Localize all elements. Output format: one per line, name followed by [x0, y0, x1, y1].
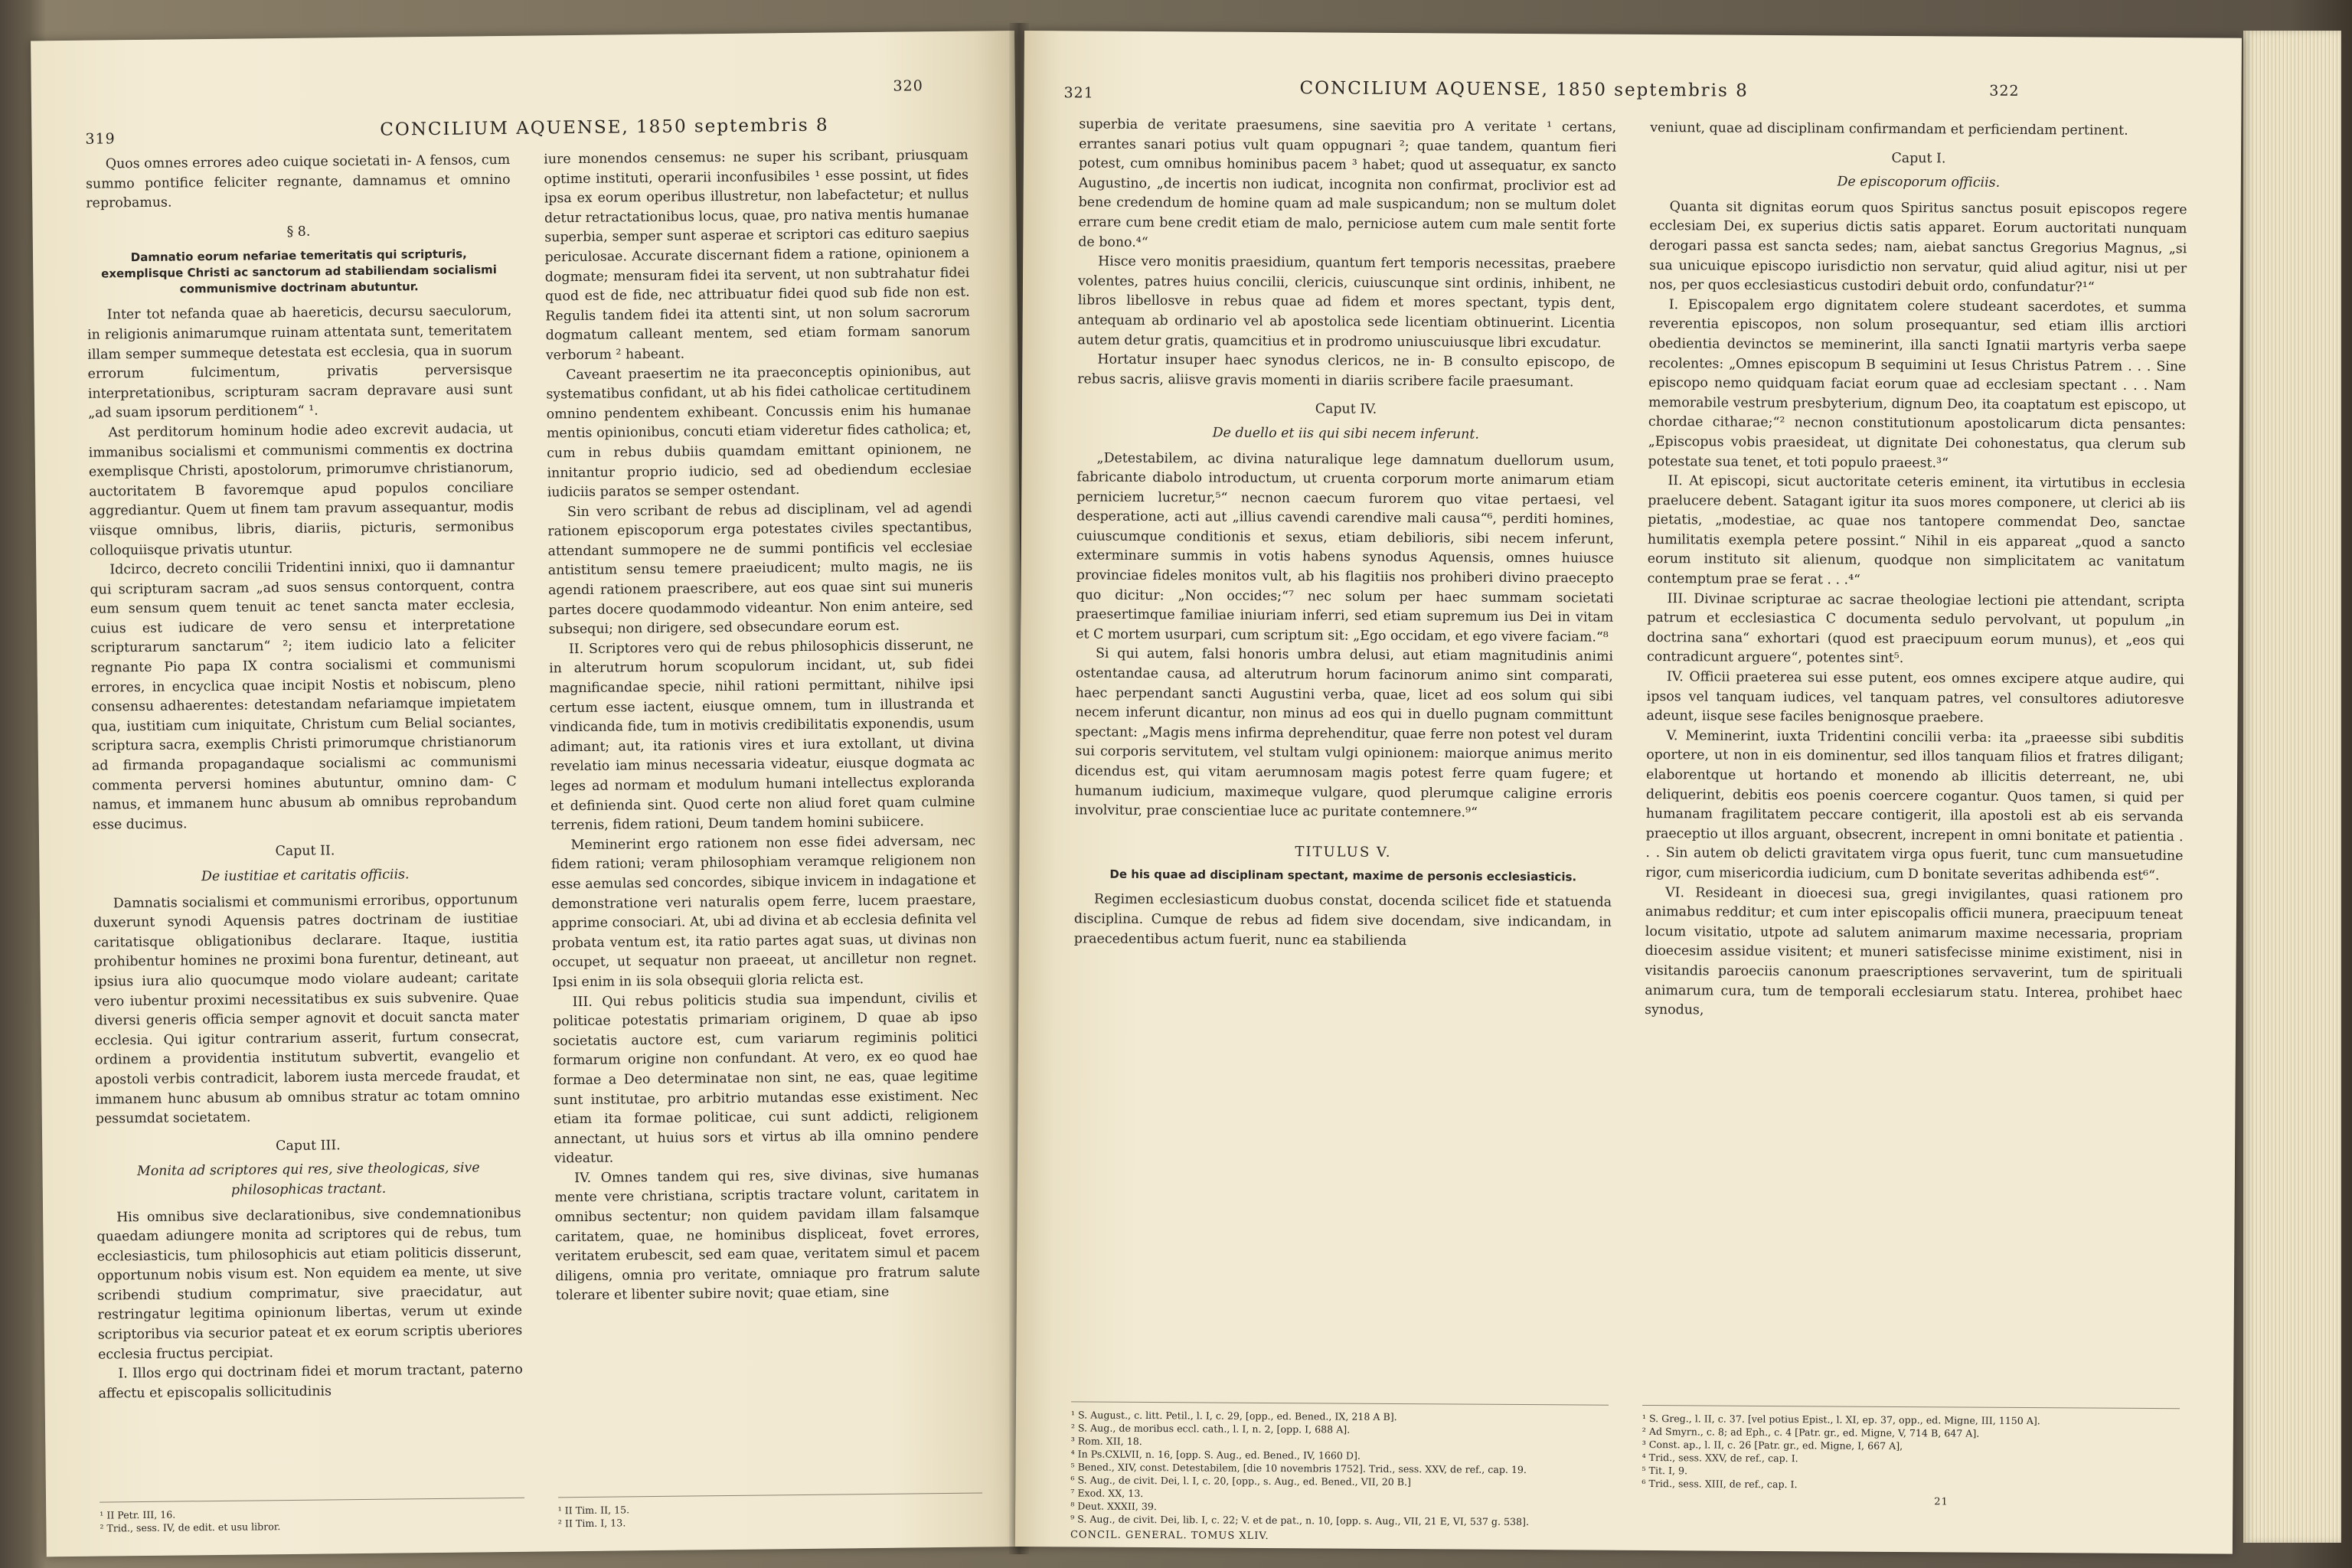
paragraph: I. Episcopalem ergo dignitatem colere studeant sacerdotes, et summa reverentia episcopos, non solum prosequantur, sed etiam illis arctiori obedientia devinctos se meminerint, illa sancti Ignatii martyris verba saepe recolentes: „Omnes episcopum B sequimini ut Iesus Christus Patrem . . . Sine episcopo nemo quidquam faciat eorum quae ad ecclesiam spectant . . . Nam memorabile vestrum presbyterium, dignum Deo, ita coaptatum est episcopo, ut chordae citharae;“² necnon constitutionum apostolicarum dicta pensantes: „Episcopus vobis praesideat, ut dignitate Dei cohonestatus, qua clerum sub potestate sua tenet, et toti populo praeest.³“ — [1648, 296, 2187, 471]
paragraph: superbia de veritate praesumens, sine saevitia pro A veritate ¹ certans, errantes sanari potius vult quam oppugnari ²; quae tandem, quantum fieri potest, cum omnibus hominibus pacem ³ habet; quod ut assequatur, ex sancto Augustino, „de incertis non iudicat, incognita non confirmat, proclivior est ad bene credendum de homine quam ad male suspicandum; non se multum dolet errare cum bene credit etiam de malo, perniciose autem cum male sentit forte de bono.⁴“ — [1078, 116, 1617, 250]
right-column-2 — [1642, 119, 2188, 1462]
paragraph: veniunt, quae ad disciplinam confirmandam et perficiendam pertinent. — [1650, 119, 2128, 139]
right-footnotes-col-1 — [1070, 1401, 1609, 1528]
section-summary: De his quae ad disciplinam spectant, maxime de personis ecclesiasticis. — [1109, 867, 1577, 884]
paragraph: Si qui autem, falsi honoris umbra delusi, aut etiam magnitudinis animi ostentandae causa, ad alterutrum horum facinorum animo sint comparati, haec perpendant sancti Augustini verba, quae, licet ad eos solum qui sibi necem inferunt dicantur, non minus ad eos qui in duello pugnam committunt spectant: „Magis mens infirma deprehenditur, quae ferre non potest vel duram sui corporis servitutem, vel stultam vulgi opinionem: maiorque animus merito dicendus est, qui vitam aerumnosam magis potest ferre quam fugere; et humanum iudicium, maximeque vulgare, quod plerumque caligine erroris involvitur, prae conscientiae luce ac puritate contemnere.⁹“ — [1074, 646, 1614, 821]
chapter-subtitle: De duello et iis qui sibi necem inferunt. — [1212, 425, 1479, 443]
paragraph: II. Scriptores vero qui de rebus philosophicis disserunt, ne in alterutrum horum scopulorum incidant, ut, sub fidei magnificandae specie, nihil rationi permittant, nihilve ipsi certum esse iactent, eiusque omnem, tum in illustranda et vindicanda fide, tum in motivis credibilitatis exponendis, usum adimant; aut, ita rationis vires et iura extollant, ut divina revelatio iam minus necessaria videatur, eiusque dogmata ac leges ad normam et modulum humani intellectus exploranda et definienda sint. Quod certe non aliud foret quam culmine terrenis, fidem rationi, Deum tandem homini subiicere. — [549, 637, 975, 834]
footnote: ⁵ Bened., XIV, const. Detestabilem, [die 10 novembris 1752]. Trid., sess. XXV, de ref., cap. 19. — [1070, 1461, 1527, 1476]
footnote: ¹ S. Greg., l. II, c. 37. [vel potius Epist., l. XI, ep. 37, opp., ed. Migne, III, 1150 A]. — [1642, 1412, 2040, 1427]
chapter-heading: Caput IV. — [1315, 401, 1377, 418]
left-footnotes-col-1 — [100, 1498, 524, 1535]
chapter-heading: Caput II. — [275, 843, 335, 860]
paragraph: „Detestabilem, ac divina naturalique lege damnatum duellorum usum, fabricante diabolo introductum, ut cruenta corporum morte animarum etiam perniciem lucretur,⁵“ necnon caecum furorem quo vitae pertaesi, vel desperatione, acti aut „illius cavendi carendive mali causa“⁶, perditi homines, cuiuscumque conditionis et sexus, etiam debilioris, sibi necem inferunt, exterminare summis in votis habens synodus Aquensis, omnes huiusce provinciae fideles monitos vult, ab his flagitiis nos prohiberi divino praecepto quo dicitur: „Non occides;“⁷ nec solum per haec summam societati praesertimque familiae iniuriam inferri, sed etiam supremum ius Dei in vitam et C mortem usurpari, cum scriptum sit: „Ego occidam, et ego vivere faciam.“⁸ — [1076, 450, 1615, 645]
title-heading: TITULUS V. — [1295, 843, 1392, 861]
footnote: ³ Rom. XII, 18. — [1070, 1435, 1142, 1447]
footnote: ⁷ Exod. XX, 13. — [1070, 1487, 1144, 1499]
footnote: ³ Const. ap., l. II, c. 26 [Patr. gr., ed. Migne, I, 667 A], — [1642, 1438, 1903, 1452]
right-folio: 322 — [1989, 82, 2020, 100]
paragraph: iure monendos censemus: ne super his scribant, priusquam optime instituti, operarii inconfusibiles ¹ esse possint, ut fides ipsa ex eorum operibus illustretur, non labefactetur; et nullus detur retractationibus locus, quae, pro nativa mentis humanae superbia, semper sunt asperae et scriptori cas edituro saepius periculosae. Accurate discernant fidem a ratione, opinionem a dogmate; mensuram fidei ita servent, ut non subtrahatur fidei quod est de fide, nec attribuatur fidei quod sub fide non est. Regulis tandem fidei ita attenti sint, ut non solum sacrorum dogmatum calleant mentem, sed etiam formam sanorum verborum ² habeant. — [544, 147, 971, 364]
paragraph: Inter tot nefanda quae ab haereticis, decursu saeculorum, in religionis animarumque ruinam attentata sunt, temeritatem illam semper summeque detestata est ecclesia, qua in suorum errorum fulcimentum, privatis perversisque interpretationibus, scripturam sacram depravare ausi sunt „ad suam ipsorum perditionem“ ¹. — [87, 303, 513, 422]
paragraph: Quos omnes errores adeo cuique societati in- A fensos, cum summo pontifice feliciter regnante, damnamus et omnino reprobamus. — [85, 152, 511, 211]
paragraph: Hisce vero monitis praesidium, quantum fert temporis necessitas, praebere volentes, patres huius concilii, clericis, cuiuscunque sint ordinis, inhibent, ne libros libellosve in rebus quae ad fidem et mores spectant, typis dent, antequam ab ordinario vel ab apostolica sede licentiam obtinuerint. Licentia autem detur gratis, quamcitius et in prodromo uniuscuiusque libri excudatur. — [1077, 253, 1616, 351]
footnote: ⁴ Trid., sess. XXV, de ref., cap. I. — [1642, 1451, 1798, 1465]
paragraph: II. At episcopi, sicut auctoritate ceteris eminent, ita virtutibus in ecclesia praelucere debent. Satagant igitur ita suos mores componere, ut clerici ab iis pietatis, „modestiae, ac quae nos tantopere commendat Deo, sanctae humilitatis exempla petere possint.“ Nihil in eis appareat „quod a sancto eorum instituto sit alienum, quodque non simplicitatem ac vanitatum contemptum prae se ferat . . .⁴“ — [1647, 473, 2186, 588]
chapter-heading: Caput III. — [276, 1138, 341, 1154]
right-footnotes — [1070, 1401, 2180, 1532]
left-page-number: 319 — [85, 130, 116, 148]
printer-signature: CONCIL. GENERAL. TOMUS XLIV. — [1070, 1529, 1269, 1542]
footnote: ⁶ Trid., sess. XIII, de ref., cap. I. — [1642, 1477, 1798, 1491]
section-summary: Damnatio eorum nefariae temeritatis qui scripturis, exemplisque Christi ac sanctorum ad stabiliendam socialismi communismive doctrinam abutuntur. — [101, 247, 497, 296]
paragraph: Meminerint ergo rationem non esse fidei adversam, nec fidem rationi; veram philosophiam veramque religionem non esse aemulas sed concordes, sibique invicem in indagatione et demonstratione veri naturalis opem ferre, lucem praestare, apprime consociari. At, ubi ad divina et ab ecclesia definita vel probata ventum est, ita ratio partes agat suas, ut divinas non occupet, ut sequatur non praeeat, ut ancilletur non regnet. Ipsi enim in iis sola obsequii gloria relicta est. — [550, 833, 977, 991]
footnote: ⁹ S. Aug., de civit. Dei, lib. I, c. 22; V. et de pat., n. 10, [opp. s. Aug., VII, 21 E, VI, 537 g. 538]. — [1070, 1513, 1530, 1528]
paragraph: V. Meminerint, iuxta Tridentini concilii verba: ita „praeesse sibi subditis oportere, ut non in eis dominentur, sed illos tanquam filios et fratres diligant; elaborentque ut hortando et monendo ab illicitis deterreant, ne, ubi deliquerint, debitis eos poenis coercere cogantur. Quos tamen, si quid per humanam fragilitatem peccare contigerit, illa apostoli est ab eis servanda praeceptio ut illos arguant, obsecrent, increpent in omni bonitate et patientia . . . Sin autem ob delicti gravitatem virga opus fuerit, tunc cum mansuetudine rigor, cum misericordia iudicium, cum D bonitate severitas adhibenda est⁶“. — [1645, 727, 2184, 884]
chapter-subtitle: De iustitiae et caritatis officiis. — [201, 867, 410, 885]
footnote: ² II Tim. I, 13. — [557, 1517, 626, 1530]
footnote: ² S. Aug., de moribus eccl. cath., l. I, n. 2, [opp. I, 688 A]. — [1070, 1422, 1351, 1436]
right-page-header — [1024, 31, 2242, 130]
paragraph: Idcirco, decreto concilii Tridentini innixi, quo ii damnantur qui scripturam sacram „ad suos sensus contorquent, contra eum sensum quem tenuit ac tenet sancta mater ecclesia, cuius est iudicare de vero sensu et interpretatione scripturarum sanctarum“ ²; item iudicio lato a feliciter regnante Pio papa IX contra socialismi et communismi errores, in encyclica quae incipit Nostis et nobiscum, pleno consensu adhaerentes: detestandam nefariamque impietatem qua, iustitiam cum iniquitate, Christum cum Belial sociantes, scriptura sacra, exemplis Christi primorumque christianorum ad firmanda propagandaque socialismi ac communismi commenta perversi homines abutuntur, omnino dam- C namus, et immanem hunc abusum ab omnibus reprobandum esse ducimus. — [90, 557, 518, 833]
footnote: ⁴ In Ps.CXLVII, n. 16, [opp. S. Aug., ed. Bened., IV, 1660 D]. — [1070, 1448, 1361, 1462]
footnote: ¹ II Tim. II, 15. — [557, 1504, 630, 1517]
right-column-1 — [1071, 115, 1617, 1458]
paragraph: Damnatis socialismi et communismi erroribus, opportunum duxerunt synodi Aquensis patres doctrinam de iustitiae caritatisque obligationibus declarare. Itaque, iustitia prohibentur homines ne proximi bona furentur, detineant, aut ipsius iura alio quocumque modo violare audeant; caritate vero iubentur proximi necessitatibus ex suis subvenire. Quae diversi generis officia semper agnovit et docuit sancta mater ecclesia. Qui igitur contrarium asserit, furtum consecrat, ordinem a providentia institutum subvertit, evangelio et apostoli verbis contradicit, laborem iusta mercede fraudat, et immanem hunc abusum ab omnibus stratur ac totam omnino pessumdat societatem. — [93, 891, 521, 1127]
chapter-heading: Caput I. — [1891, 150, 1946, 166]
page-edge — [2243, 31, 2341, 1543]
section-heading: § 8. — [286, 224, 311, 240]
footnote: ⁵ Tit. I, 9. — [1642, 1464, 1688, 1477]
footnote: ⁶ S. Aug., de civit. Dei, l. I, c. 20, [opp., s. Aug., ed. Bened., VII, 20 B.] — [1070, 1474, 1411, 1488]
left-footnotes — [100, 1493, 982, 1535]
footnote: ² Trid., sess. IV, de edit. et usu libror. — [100, 1521, 281, 1534]
paragraph: III. Qui rebus politicis studia sua impendunt, civilis et politicae potestatis primariam originem, D quae ab ipso societatis auctore est, cum variarum regiminis politici formarum origine non confundant. At vero, ex eo quod hae formae a Deo determinatae non sint, ne eas, quae legitime sunt institutae, pro arbitrio mutandas esse existiment. Nec etiam ita formae politicae, cui sunt addicti, religionem annectant, ut huius sors et virtus ab illa omnino pendere videatur. — [552, 990, 979, 1167]
paragraph: IV. Omnes tandem qui res, sive divinas, sive humanas mente vere christiana, scriptis tractare volunt, caritatem in omnibus sectentur; non quidem pavidam illam falsamque caritatem, quae, ne hominibus displiceat, fovet errores, veritatem erubescit, sed eam quae, veritatem simul et pacem diligens, omnia pro veritate, omniaque pro fratrum salute tolerare et libenter subire novit; quae etiam, sine — [554, 1166, 981, 1304]
right-footnotes-col-2 — [1642, 1405, 2180, 1532]
left-column-1 — [86, 151, 524, 1465]
chapter-subtitle: De episcoporum officiis. — [1837, 174, 2001, 191]
footnote: ¹ S. August., c. litt. Petil., l. I, c. 29, [opp., ed. Bened., IX, 218 A B]. — [1070, 1409, 1397, 1423]
right-text-columns — [1071, 115, 2188, 1462]
left-column-2 — [544, 146, 982, 1460]
paragraph: Sin vero scribant de rebus ad disciplinam, vel ad agendi rationem episcoporum erga potestates civiles spectantibus, attendant summopere ne de summi pontificis vel ecclesiae antistitum sensu temere praeiudicent; multo magis, ne iis agendi rationem praescribere, aut eos quae sint sui muneris partes docere quodammodo videantur. Non enim anteire, sed subsequi; non dirigere, sed obsecundare eorum est. — [547, 500, 973, 638]
chapter-subtitle: Monita ad scriptores qui res, sive theologicas, sive philosophicas tractant. — [136, 1160, 480, 1198]
right-page — [1015, 31, 2242, 1554]
paragraph: I. Illos ergo qui doctrinam fidei et morum tractant, paterno affectu et episcopalis sollicitudinis — [98, 1362, 523, 1402]
paragraph: III. Divinae scripturae ac sacrae theologiae lectioni pie attendant, scripta patrum et ecclesiastica C documenta sedulo pervolvant, ut populum „in doctrina sana“ exhortari (quod est praecipuum eorum munus), et „eos qui contradicunt arguere“, potentes sint⁵. — [1646, 590, 2185, 667]
paragraph: His omnibus sive declarationibus, sive condemnationibus quaedam adiungere monita ad scriptores qui de rebus, tum ecclesiasticis, tum philosophicis aut etiam politicis disserunt, opportunum nobis visum est. Non equidem ea mente, ut sive scribendi studium comprimatur, sive praecidatur, aut restringatur legitima opinionum libertas, verum ut exinde scriptoribus via securior pateat et ex eorum scriptis uberiores ecclesia fructus percipiat. — [96, 1205, 523, 1363]
footnote: ¹ II Petr. III, 16. — [100, 1508, 176, 1521]
paragraph: Caveant praesertim ne ita praeconceptis opinionibus, aut systematibus confidant, ut ab his fidei catholicae certitudinem omnino pendentem exhibeant. Concussis enim his humanae mentis opinionibus, concuti etiam videretur fides catholica; et, cum in rebus dubiis quamdam emittant opinionem, ne innitantur proprio iudicio, sed ad obediendum ecclesiae iudiciis paratos se semper ostendant. — [546, 363, 972, 501]
footnote: ² Ad Smyrn., c. 8; ad Eph., c. 4 [Patr. gr., ed. Migne, V, 714 B, 647 A]. — [1642, 1425, 1980, 1439]
paragraph: VI. Resideant in dioecesi sua, gregi invigilantes, quasi rationem pro animabus redditur; et cum inter episcopalis officii munera, praecipuum teneat locum visitatio, utpote ad salutem animarum maxime necessaria, propriam dioecesim assidue visitent; et muneri satisfecisse minime existiment, nisi in visitandis paroeciis canonum praescriptiones servaverint, tum de spirituali animarum cura, tum de temporali ecclesiarum statu. Interea, prohibet haec synodus, — [1645, 884, 2184, 1018]
left-running-title: CONCILIUM AQUENSE, 1850 septembris 8 — [380, 115, 829, 140]
right-page-number: 321 — [1063, 84, 1094, 102]
right-running-title: CONCILIUM AQUENSE, 1850 septembris 8 — [1299, 78, 1749, 101]
left-text-columns — [86, 146, 982, 1465]
paragraph: IV. Officii praeterea sui esse putent, eos omnes excipere atque audire, qui ipsos vel tanquam iudices, vel tanquam patres, vel consultores adiutoresve adeunt, iisque sese faciles benignosque praebere. — [1646, 669, 2184, 726]
left-folio: 320 — [893, 77, 923, 95]
footnote: ⁸ Deut. XXXII, 39. — [1070, 1500, 1157, 1513]
paragraph: Ast perditorum hominum hodie adeo excrevit audacia, ut immanibus socialismi et communismi commentis ex doctrina exemplisque Christi, apostolorum, primorumve christianorum, auctoritatem B favoremque apud populos conciliare aggrediantur. Quem ut finem tam pravum assequantur, modis viisque omnibus, libris, diariis, picturis, sermonibus colloquiisque privatis utuntur. — [88, 420, 514, 559]
left-footnotes-col-2 — [558, 1493, 983, 1530]
left-page — [31, 31, 1031, 1557]
paragraph: Quanta sit dignitas eorum quos Spiritus sanctus posuit episcopos regere ecclesiam Dei, ex superius dictis satis apparet. Eorum auctoritati nunquam derogari passa est sancta sedes; nam, aiebat sanctus Gregorius Magnus, „si sua unicuique episcopo iurisdictio non servatur, quid aliud agitur, nisi ut per nos, per quos ecclesiasticus custodiri debuit ordo, confundatur?¹“ — [1648, 198, 2187, 296]
paragraph: Hortatur insuper haec synodus clericos, ne in- B consulto episcopo, de rebus sacris, aliisve gravis momenti in diariis scribere facile praesumant. — [1077, 351, 1615, 390]
signature-number: 21 — [1934, 1496, 1949, 1508]
paragraph: Regimen ecclesiasticum duobus constat, docenda scilicet fide et statuenda disciplina. Cumque de rebus ad fidem sive docendam, sive indicandam, in praecedentibus actum fuerit, nunc ea stabilienda — [1073, 891, 1612, 949]
left-page-header — [31, 31, 1015, 148]
